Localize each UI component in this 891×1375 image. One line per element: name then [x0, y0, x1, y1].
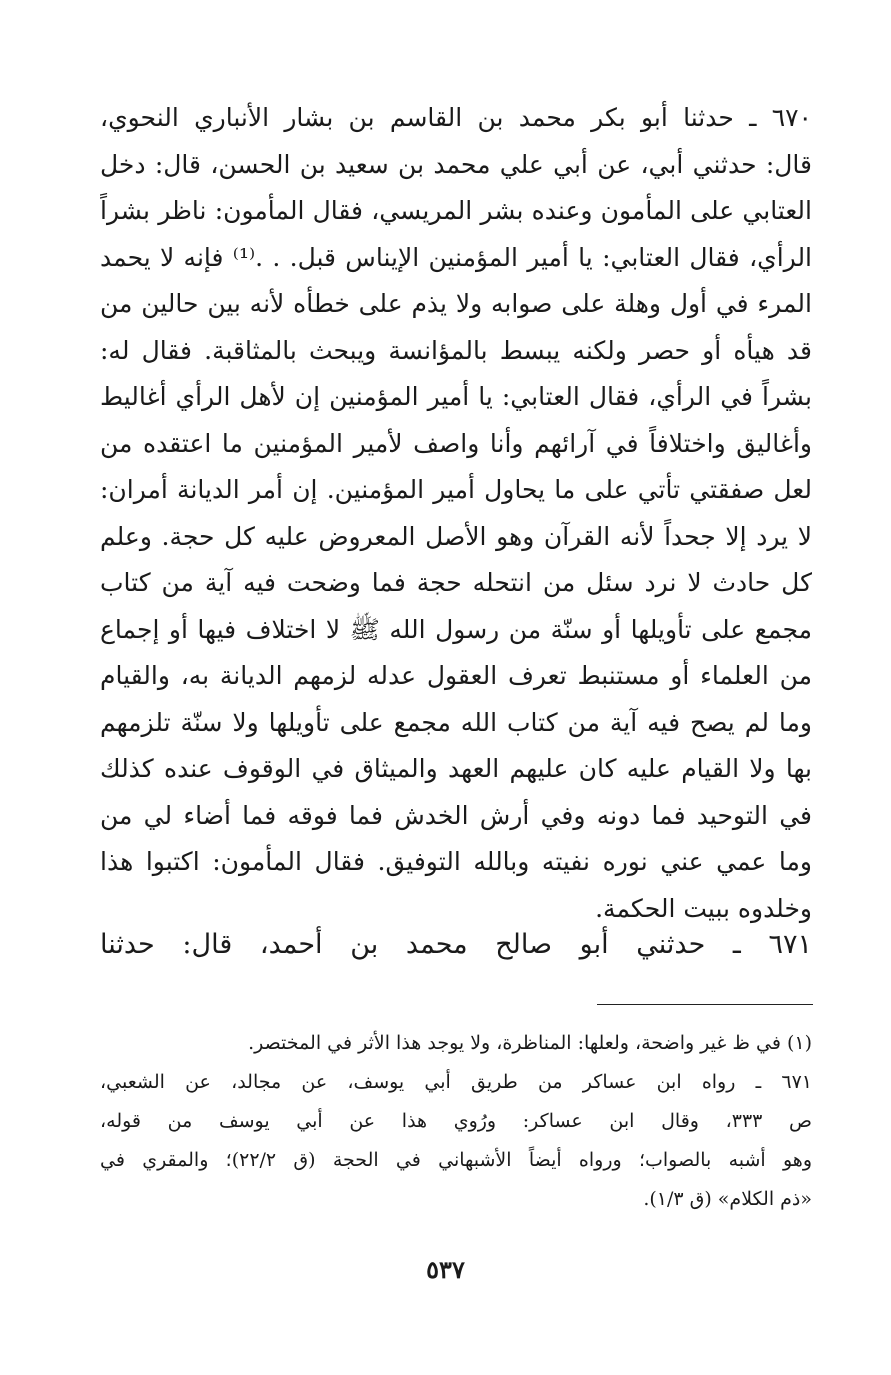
text-line: بشراً في الرأي، فقال العتابي: يا أمير المؤمنين إن لأهل الرأي أغاليط — [100, 382, 812, 411]
text-line: وما عمي عني نوره نفيته وبالله التوفيق. فقال المأمون: اكتبوا هذا — [100, 847, 812, 876]
footnotes — [100, 1024, 812, 1219]
text-line: مجمع على تأويلها أو سنّة من رسول الله ﷺ لا اختلاف فيها أو إجماع — [100, 614, 812, 644]
text-line: بها ولا القيام عليه كان عليهم العهد والميثاق في الوقوف عنده كذلك — [100, 754, 812, 783]
text-line: المرء في أول وهلة على صوابه ولا يذم على خطأه لأنه بين حالين من — [100, 289, 812, 318]
text-line: لا يرد إلا جحداً لأنه القرآن وهو الأصل المعروض عليه كل حجة. وعلم — [100, 521, 812, 551]
footnote-line: (١) في ظ غير واضحة، ولعلها: المناظرة، ولا يوجد هذا الأثر في المختصر. — [248, 1032, 812, 1054]
text-line: ٦٧٠ ـ حدثنا أبو بكر محمد بن القاسم بن بشار الأنباري النحوي، — [100, 103, 812, 132]
footnote-line: ٦٧١ ـ رواه ابن عساكر من طريق أبي يوسف، عن مجالد، عن الشعبي، — [100, 1071, 812, 1093]
text-line: من العلماء أو مستنبط تعرف العقول عدله لزمهم الديانة به، والقيام — [100, 661, 812, 690]
text-line-last: وخلدوه ببيت الحكمة. — [595, 893, 812, 923]
text-line: قد هيأه أو حصر ولكنه يبسط بالمؤانسة ويبحث بالمثاقبة. فقال له: — [100, 335, 812, 365]
footnote-line: وهو أشبه بالصواب؛ ورواه أيضاً الأشبهاني في الحجة (ق ٢٢/٢)؛ والمقري في — [100, 1149, 812, 1171]
text-line: قال: حدثني أبي، عن أبي علي محمد بن سعيد بن الحسن، قال: دخل — [100, 149, 812, 179]
footnote-separator — [597, 1004, 813, 1005]
text-line: في التوحيد فما دونه وفي أرش الخدش فما فوقه فما أضاء لي من — [100, 800, 812, 830]
text-line: وأغاليق واختلافاً في آرائهم وأنا واصف لأمير المؤمنين ما اعتقده من — [100, 428, 812, 458]
text-line: الرأي، فقال العتابي: يا أمير المؤمنين الإيناس قبل. . .⁽¹⁾ فإنه لا يحمد — [100, 242, 812, 272]
main-text — [100, 95, 812, 932]
footnote-line: «ذم الكلام» (ق ١/٣). — [643, 1188, 812, 1210]
text-line: كل حادث لا نرد سئل من انتحله حجة فما وضحت فيه آية من كتاب — [100, 568, 812, 597]
text-line: وما لم يصح فيه آية من كتاب الله مجمع على تأويلها ولا سنّة تلزمهم — [100, 707, 812, 737]
text-line: العتابي على المأمون وعنده بشر المريسي، فقال المأمون: ناظر بشراً — [100, 196, 812, 225]
next-entry-line: ٦٧١ ـ حدثني أبو صالح محمد بن أحمد، قال: حدثنا — [100, 929, 812, 960]
page-number: ٥٣٧ — [426, 1255, 465, 1284]
text-line: لعل صفقتي تأتي على ما يحاول أمير المؤمنين. إن أمر الديانة أمران: — [100, 475, 812, 504]
footnote-line: ص ٣٣٣، وقال ابن عساكر: ورُوي هذا عن أبي يوسف من قوله، — [100, 1110, 812, 1132]
